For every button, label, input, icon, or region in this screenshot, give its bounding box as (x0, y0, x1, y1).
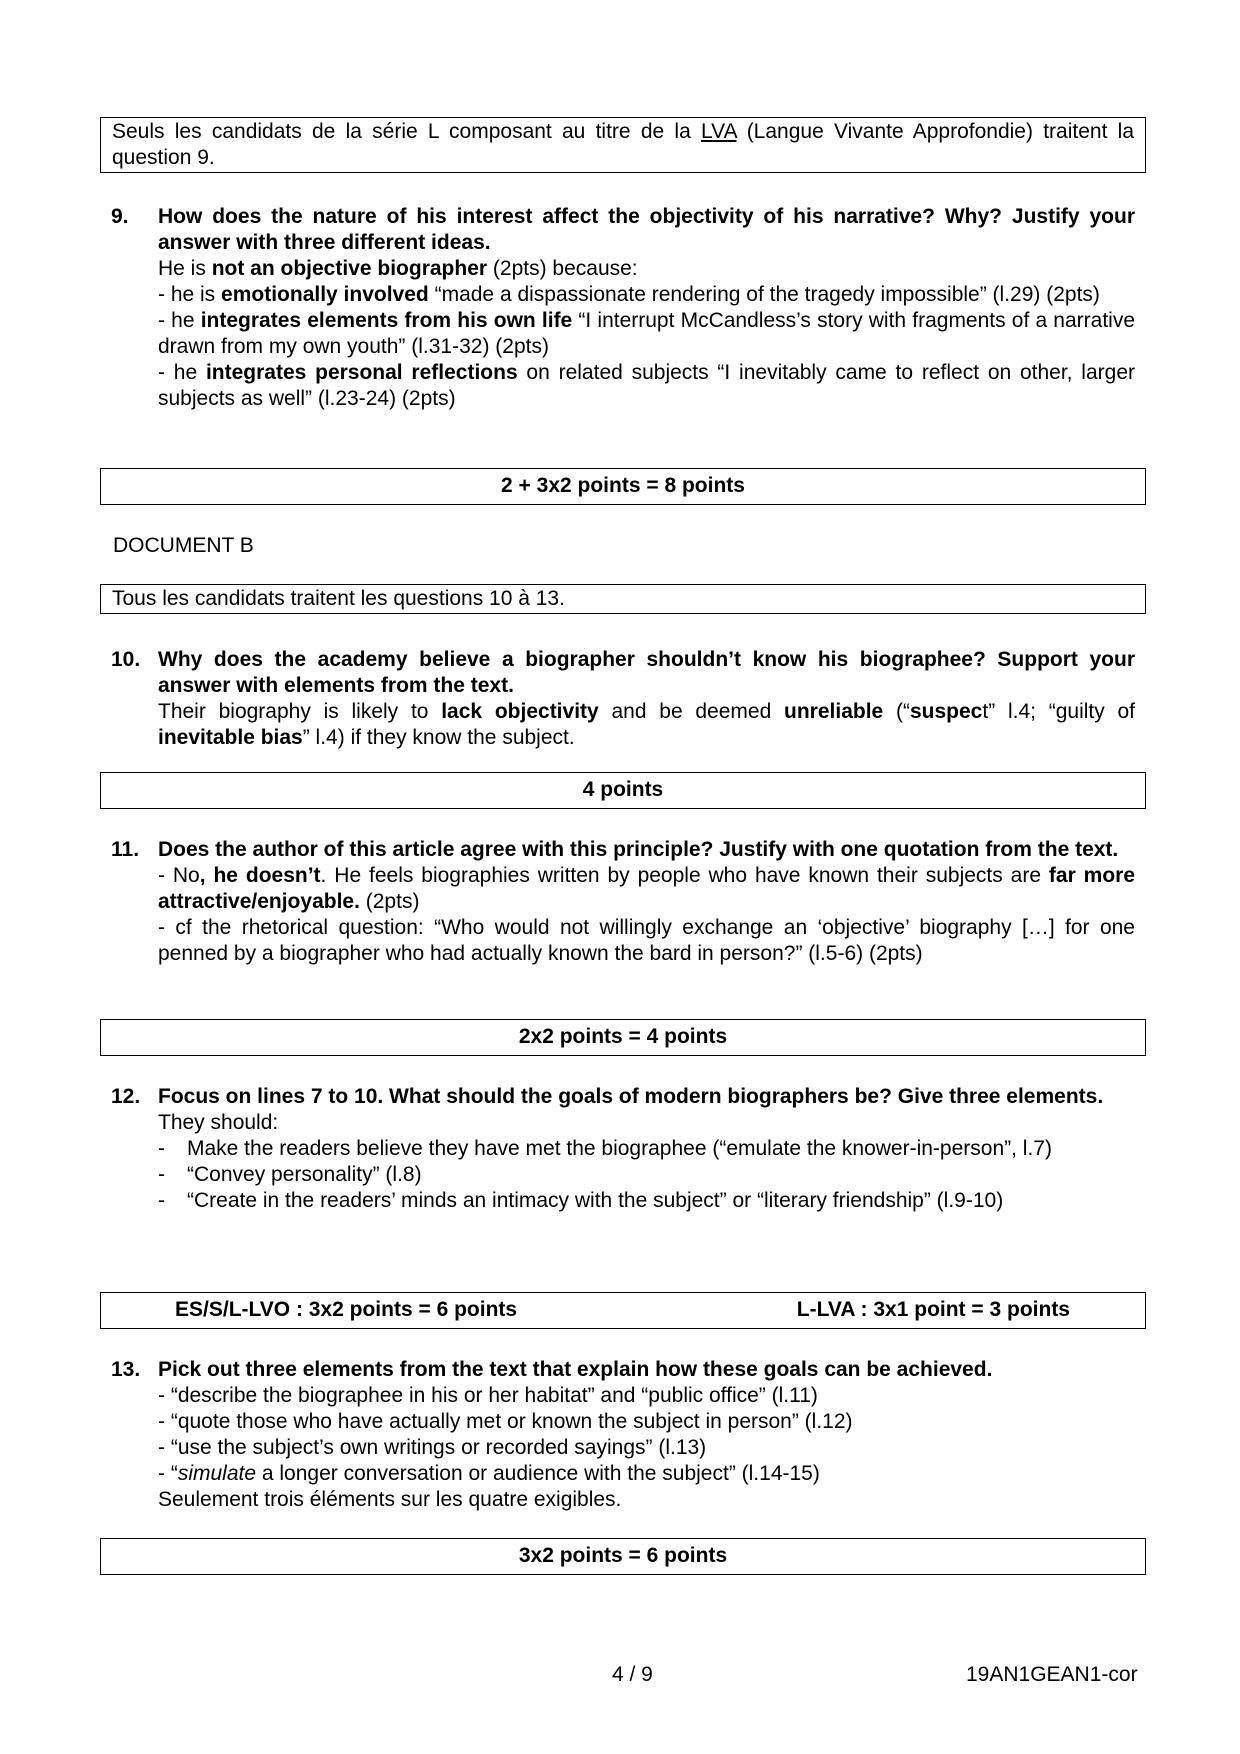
notice-lva-text-b: (Langue Vivante Approfondie) traitent la question 9. (112, 120, 1135, 169)
question-10 (111, 647, 1135, 751)
points-text: 2x2 points = 4 points (518, 1025, 728, 1048)
answer-line: - he integrates personal reflections on related subjects “I inevitably came to reflect on other, larger subjects as well” (l.23-24) (2pts) (158, 361, 1135, 410)
list-item: - Make the readers believe they have met the biographee (“emulate the knower-in-person”, l.7) (158, 1137, 1052, 1160)
points-box-q9 (100, 468, 1146, 505)
answer-line: - he is emotionally involved “made a dispassionate rendering of the tragedy impossible” (l.29) (2pts) (158, 283, 1100, 306)
answer-line: - “quote those who have actually met or known the subject in person” (l.12) (158, 1410, 853, 1433)
points-box-q11 (100, 1019, 1146, 1056)
question-9 (111, 204, 1135, 412)
question-number: 9. (111, 205, 129, 228)
document-b-label: DOCUMENT B (113, 534, 254, 557)
points-text: 3x2 points = 6 points (518, 1544, 728, 1567)
question-title: Why does the academy believe a biographer shouldn’t know his biographee? Support your answer with elements from the text. (158, 648, 1135, 697)
points-box-q13 (100, 1538, 1146, 1575)
points-text-left: ES/S/L-LVO : 3x2 points = 6 points (175, 1298, 518, 1321)
answer-line: Their biography is likely to lack objectivity and be deemed unreliable (“suspect” l.4; “guilty of inevitable bias” l.4) if they know the subject. (158, 700, 1135, 749)
answer-line: - “simulate a longer conversation or audience with the subject” (l.14-15) (158, 1462, 820, 1485)
question-number: 12. (111, 1085, 141, 1108)
question-11 (111, 837, 1135, 967)
notice-lva-text-a: Seuls les candidats de la série L composant au titre de la (112, 120, 702, 143)
points-box-q12 (100, 1292, 1146, 1329)
question-title: Pick out three elements from the text that explain how these goals can be achieved. (158, 1358, 993, 1381)
question-number: 10. (111, 648, 141, 671)
notice-lva-underlined: LVA (701, 120, 737, 143)
question-13 (111, 1357, 1135, 1513)
notice-all-text: Tous les candidats traitent les questions 10 à 13. (112, 587, 565, 610)
notice-all-box (100, 584, 1146, 614)
question-number: 13. (111, 1358, 141, 1381)
points-text-right: L-LVA : 3x1 point = 3 points (796, 1298, 1070, 1321)
answer-line: - “describe the biographee in his or her habitat” and “public office” (l.11) (158, 1384, 818, 1407)
points-text: 2 + 3x2 points = 8 points (501, 474, 745, 497)
answer-line: - No, he doesn’t. He feels biographies written by people who have known their subjects are far more attractive/enjoyable. (2pts) (158, 864, 1135, 913)
answer-line: He is not an objective biographer (2pts) because: (158, 257, 638, 280)
document-code: 19AN1GEAN1-cor (966, 1663, 1138, 1686)
points-text: 4 points (582, 778, 664, 801)
answer-line: - he integrates elements from his own life “I interrupt McCandless’s story with fragments of a narrative drawn from my own youth” (l.31-32) (2pts) (158, 309, 1136, 358)
question-title: Does the author of this article agree with this principle? Justify with one quotation from the text. (158, 838, 1119, 861)
answer-line: They should: (158, 1111, 279, 1134)
question-number: 11. (111, 838, 140, 861)
list-item: - “Create in the readers’ minds an intimacy with the subject” or “literary friendship” (l.9-10) (158, 1189, 1004, 1212)
answer-line: - “use the subject’s own writings or recorded sayings” (l.13) (158, 1436, 707, 1459)
answer-line: - cf the rhetorical question: “Who would not willingly exchange an ‘objective’ biography […] for one penned by a biographer who had actually known the bard in person?” (l.5-6) (2pts) (158, 916, 1135, 965)
question-title: How does the nature of his interest affect the objectivity of his narrative? Why? Justify your answer with three different ideas. (158, 205, 1135, 254)
points-box-q10 (100, 772, 1146, 809)
notice-lva-box (100, 117, 1146, 173)
answer-note: Seulement trois éléments sur les quatre exigibles. (158, 1488, 622, 1511)
page-number: 4 / 9 (612, 1663, 653, 1686)
question-12 (111, 1084, 1135, 1214)
list-item: - “Convey personality” (l.8) (158, 1163, 422, 1186)
question-title: Focus on lines 7 to 10. What should the goals of modern biographers be? Give three elements. (158, 1085, 1104, 1108)
